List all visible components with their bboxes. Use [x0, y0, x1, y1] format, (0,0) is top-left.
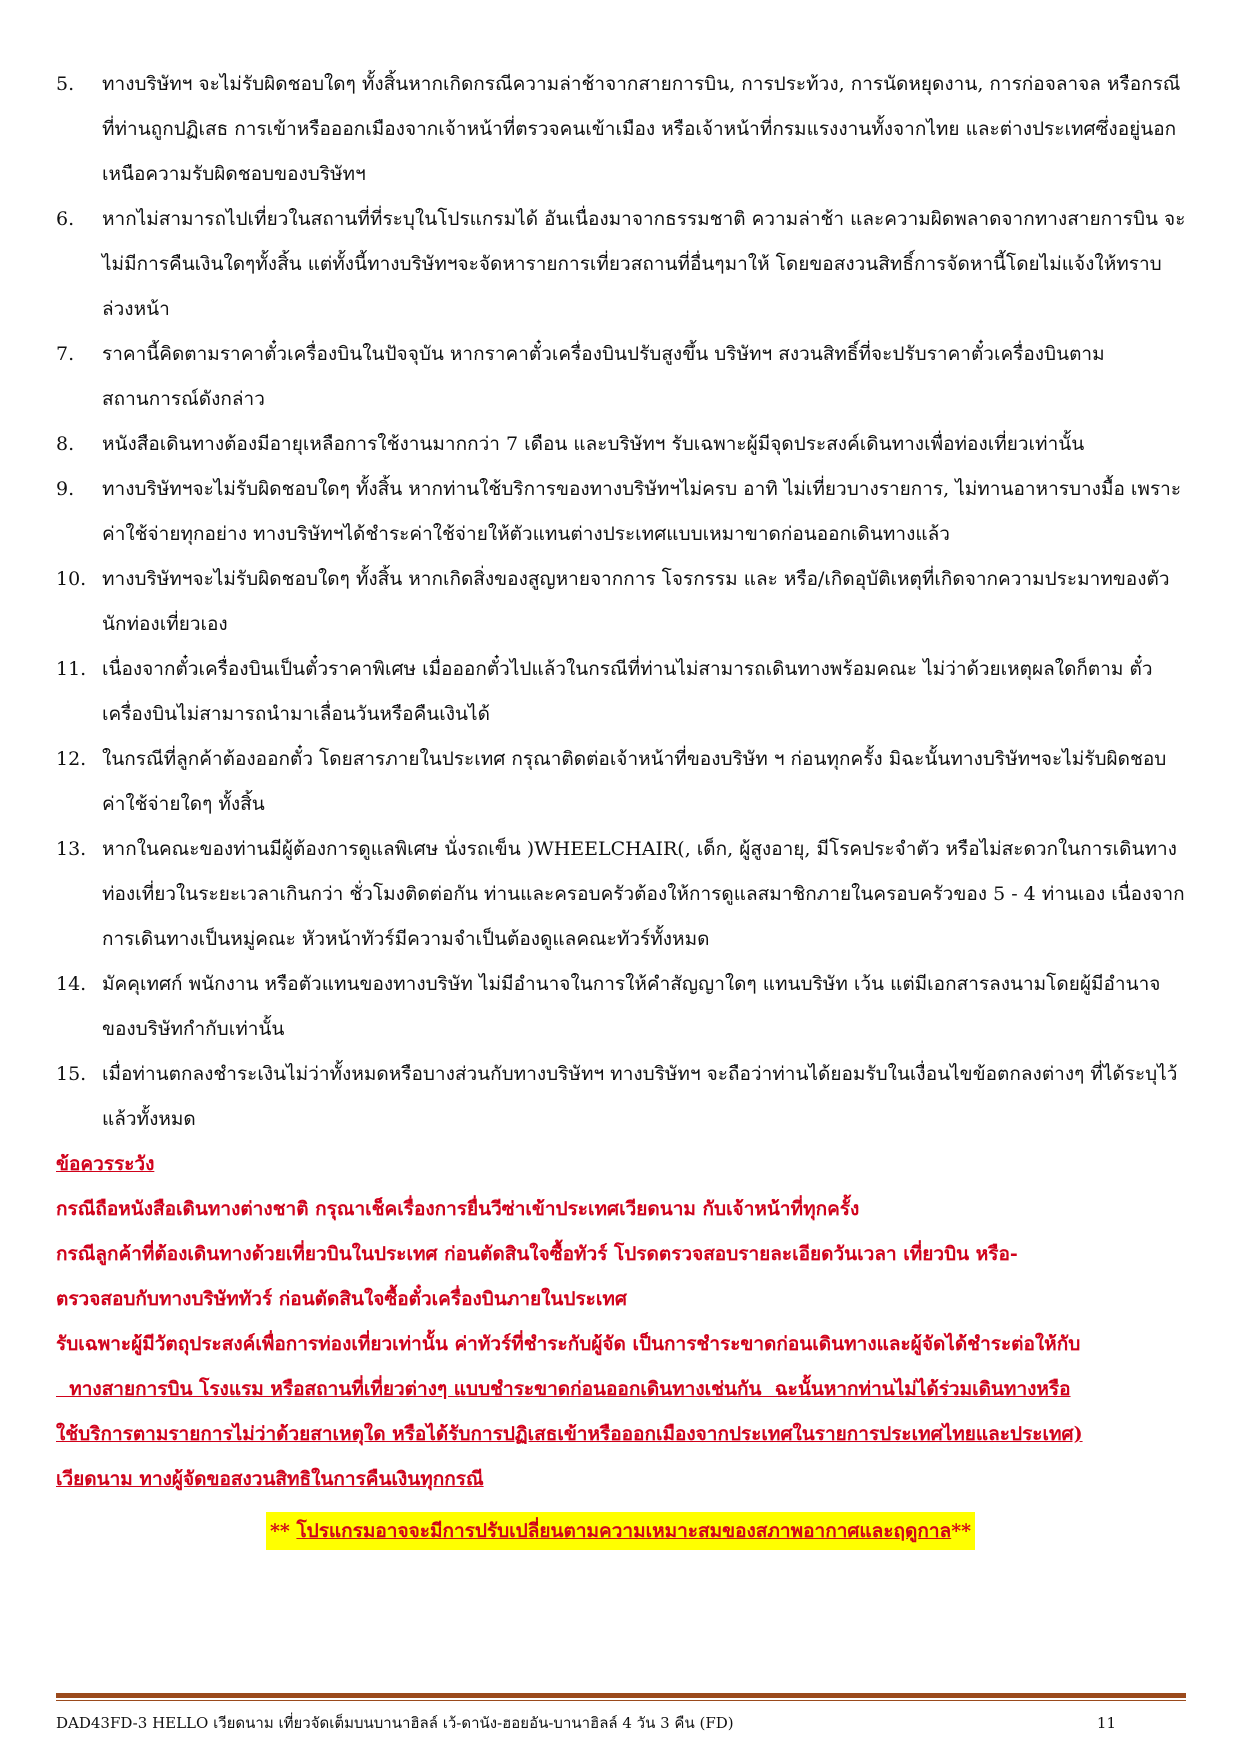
caution-heading: ข้อควรระวัง [56, 1153, 155, 1175]
footer-divider [56, 1693, 1186, 1698]
term-number: 11. [56, 658, 87, 680]
term-text: ในกรณีที่ลูกค้าต้องออกตั๋ว โดยสารภายในประเทศ กรุณาติดต่อเจ้าหน้าที่ของบริษัท ฯ ก่อนทุกครั้ง มิฉะนั้นทางบริษัทฯจะไม่รับผิดชอบค่าใช้จ่ายใดๆ ทั้งสิ้น [102, 748, 1167, 815]
term-number: 13. [56, 838, 87, 860]
term-item [56, 1052, 1186, 1142]
term-item [56, 737, 1186, 827]
terms-list [56, 62, 1186, 1142]
term-number: 9. [56, 478, 75, 500]
term-item [56, 422, 1186, 467]
term-text: ราคานี้คิดตามราคาตั๋วเครื่องบินในปัจจุบัน หากราคาตั๋วเครื่องบินปรับสูงขึ้น บริษัทฯ สงวนสิทธิ์ที่จะปรับราคาตั๋วเครื่องบินตามสถานการณ์ดังกล่าว [102, 343, 1105, 410]
term-text: ทางบริษัทฯ จะไม่รับผิดชอบใดๆ ทั้งสิ้นหากเกิดกรณีความล่าช้าจากสายการบิน, การประท้วง, การนัดหยุดงาน, การก่อจลาจล หรือกรณีที่ท่านถูกปฏิเสธ การเข้าหรือออกเมืองจากเจ้าหน้าที่ตรวจคนเข้าเมือง หรือเจ้าหน้าที่กรมแรงงานทั้งจากไทย และต่างประเทศซึ่งอยู่นอกเหนือความรับผิดชอบของบริษัทฯ [102, 73, 1181, 185]
term-item [56, 332, 1186, 422]
program-notice [266, 1512, 975, 1550]
term-text: หนังสือเดินทางต้องมีอายุเหลือการใช้งานมากกว่า 7 เดือน และบริษัทฯ รับเฉพาะผู้มีจุดประสงค์เดินทางเพื่อท่องเที่ยวเท่านั้น [102, 433, 1085, 455]
term-text: เมื่อท่านตกลงชำระเงินไม่ว่าทั้งหมดหรือบางส่วนกับทางบริษัทฯ ทางบริษัทฯ จะถือว่าท่านได้ยอมรับในเงื่อนไขข้อตกลงต่างๆ ที่ได้ระบุไว้แล้วทั้งหมด [102, 1063, 1178, 1130]
notice-suffix: ** [951, 1520, 972, 1542]
caution-line-underlined: ทางสายการบิน โรงแรม หรือสถานที่เที่ยวต่างๆ แบบชำระขาดก่อนออกเดินทางเช่นกัน ฉะนั้นหากท่านไม่ได้ร่วมเดินทางหรือ [56, 1378, 1071, 1400]
term-number: 12. [56, 748, 87, 770]
caution-line: กรณีถือหนังสือเดินทางต่างชาติ กรุณาเช็คเรื่องการยื่นวีซ่าเข้าประเทศเวียดนาม กับเจ้าหน้าที่ทุกครั้ง [56, 1198, 860, 1220]
caution-line: ตรวจสอบกับทางบริษัททัวร์ ก่อนตัดสินใจซื้อตั๋วเครื่องบินภายในประเทศ [56, 1288, 627, 1310]
term-number: 5. [56, 73, 75, 95]
term-text: ทางบริษัทฯจะไม่รับผิดชอบใดๆ ทั้งสิ้น หากเกิดสิ่งของสูญหายจากการ โจรกรรม และ หรือ/เกิดอุบัติเหตุที่เกิดจากความประมาทของตัวนักท่องเที่ยวเอง [102, 568, 1170, 635]
term-text: หากในคณะของท่านมีผู้ต้องการดูแลพิเศษ นั่งรถเข็น )WHEELCHAIR(, เด็ก, ผู้สูงอายุ, มีโรคประจำตัว หรือไม่สะดวกในการเดินทางท่องเที่ยวในระยะเวลาเกินกว่า ชั่วโมงติดต่อกัน ท่านและครอบครัวต้องให้การดูแลสมาชิกภายในครอบครัวของ 5 - 4 ท่านเอง เนื่องจากการเดินทางเป็นหมู่คณะ หัวหน้าทัวร์มีความจำเป็นต้องดูแลคณะทัวร์ทั้งหมด [102, 838, 1185, 950]
term-item [56, 557, 1186, 647]
page-number: 11 [1096, 1714, 1116, 1732]
term-item [56, 827, 1186, 962]
term-number: 8. [56, 433, 75, 455]
term-number: 6. [56, 208, 75, 230]
footer-tour-code: DAD43FD-3 HELLO เวียดนาม เที่ยวจัดเต็มบนบานาฮิลล์ เว้-ดานัง-ฮอยอัน-บานาฮิลล์ 4 วัน 3 คืน (FD) [56, 1714, 734, 1732]
term-text: ทางบริษัทฯจะไม่รับผิดชอบใดๆ ทั้งสิ้น หากท่านใช้บริการของทางบริษัทฯไม่ครบ อาทิ ไม่เที่ยวบางรายการ, ไม่ทานอาหารบางมื้อ เพราะค่าใช้จ่ายทุกอย่าง ทางบริษัทฯได้ชำระค่าใช้จ่ายให้ตัวแทนต่างประเทศแบบเหมาขาดก่อนออกเดินทางแล้ว [102, 478, 1182, 545]
term-text: หากไม่สามารถไปเที่ยวในสถานที่ที่ระบุในโปรแกรมได้ อันเนื่องมาจากธรรมชาติ ความล่าช้า และความผิดพลาดจากทางสายการบิน จะไม่มีการคืนเงินใดๆทั้งสิ้น แต่ทั้งนี้ทางบริษัทฯจะจัดหารายการเที่ยวสถานที่อื่นๆมาให้ โดยขอสงวนสิทธิ์การจัดหานี้โดยไม่แจ้งให้ทราบล่วงหน้า [102, 208, 1186, 320]
notice-prefix: ** [269, 1520, 297, 1542]
term-item [56, 197, 1186, 332]
notice-text: โปรแกรมอาจจะมีการปรับเปลี่ยนตามความเหมาะสมของสภาพอากาศและฤดูกาล [296, 1520, 952, 1542]
term-item [56, 962, 1186, 1052]
footer-divider-thin [56, 1700, 1186, 1701]
term-item [56, 467, 1186, 557]
term-number: 7. [56, 343, 75, 365]
caution-line: รับเฉพาะผู้มีวัตถุประสงค์เพื่อการท่องเที่ยวเท่านั้น ค่าทัวร์ที่ชำระกับผู้จัด เป็นการชำระขาดก่อนเดินทางและผู้จัดได้ชำระต่อให้กับ [56, 1333, 1081, 1355]
caution-line-underlined: เวียดนาม ทางผู้จัดขอสงวนสิทธิในการคืนเงินทุกกรณี [56, 1468, 484, 1490]
program-notice-wrapper [0, 1512, 1241, 1550]
term-item [56, 62, 1186, 197]
term-item [56, 647, 1186, 737]
term-number: 15. [56, 1063, 87, 1085]
term-text: เนื่องจากตั๋วเครื่องบินเป็นตั๋วราคาพิเศษ เมื่อออกตั๋วไปแล้วในกรณีที่ท่านไม่สามารถเดินทางพร้อมคณะ ไม่ว่าด้วยเหตุผลใดก็ตาม ตั๋วเครื่องบินไม่สามารถนำมาเลื่อนวันหรือคืนเงินได้ [102, 658, 1153, 725]
term-number: 14. [56, 973, 87, 995]
caution-section [56, 1142, 1186, 1502]
caution-line: กรณีลูกค้าที่ต้องเดินทางด้วยเที่ยวบินในประเทศ ก่อนตัดสินใจซื้อทัวร์ โปรดตรวจสอบรายละเอียดวันเวลา เที่ยวบิน หรือ- [56, 1243, 1018, 1265]
caution-line-underlined: ใช้บริการตามรายการไม่ว่าด้วยสาเหตุใด หรือได้รับการปฏิเสธเข้าหรือออกเมืองจากประเทศในรายการประเทศไทยและประเทศ) [56, 1423, 1083, 1445]
term-number: 10. [56, 568, 87, 590]
term-text: มัคคุเทศก์ พนักงาน หรือตัวแทนของทางบริษัท ไม่มีอำนาจในการให้คำสัญญาใดๆ แทนบริษัท เว้น แต่มีเอกสารลงนามโดยผู้มีอำนาจของบริษัทกำกับเท่านั้น [102, 973, 1161, 1040]
